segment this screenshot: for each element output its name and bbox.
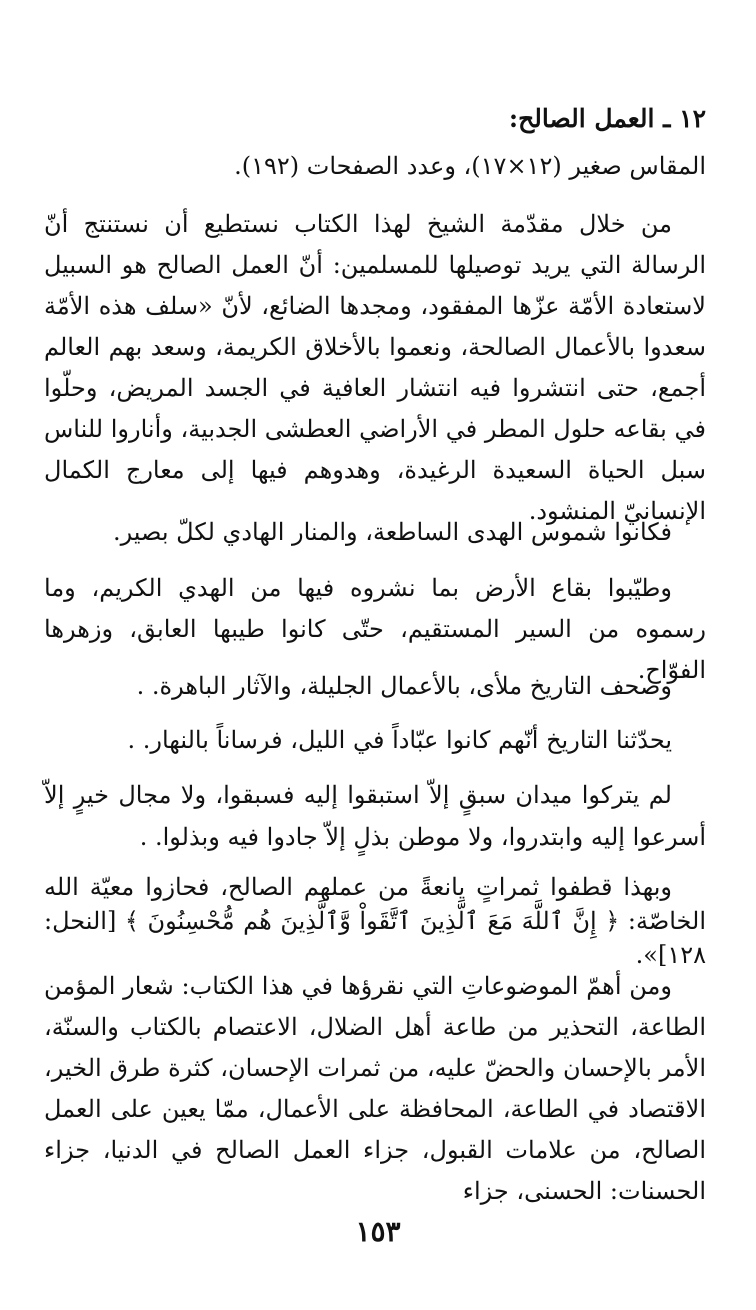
- quote-paragraph-5: لم يتركوا ميدان سبقٍ إلاّ استبقوا إليه فسبقوا، ولا مجال خيرٍ إلاّ أسرعوا إليه وابتدروا، ولا موطن بذلٍ إلاّ جادوا فيه وبذلوا. .: [44, 781, 706, 851]
- section-heading: ١٢ ـ العمل الصالح:: [508, 104, 706, 133]
- page-number: ١٥٣: [355, 1215, 401, 1248]
- quote-paragraph-4: يحدّثنا التاريخ أنّهم كانوا عبّاداً في الليل، فرساناً بالنهار. .: [127, 726, 672, 754]
- book-size-paragraph: المقاس صغير (١٢×١٧)، وعدد الصفحات (١٩٢).: [234, 152, 706, 180]
- quote-paragraph-3: وصحف التاريخ ملأى، بالأعمال الجليلة، والآثار الباهرة. .: [136, 672, 672, 700]
- intro-paragraph: من خلال مقدّمة الشيخ لهذا الكتاب نستطيع أن نستنتج أنّ الرسالة التي يريد توصيلها للمسلمين: أنّ العمل الصالح هو السبيل لاستعادة الأمّة عزّها المفقود، ومجدها الضائع، لأنّ «سلف هذه الأمّة سعدوا بالأعمال الصالحة، ونعموا بالأخلاق الكريمة، وسعد بهم العالم أجمع، حتى انتشروا فيه انتشار العافية في الجسد المريض، وحلّوا في بقاعه حلول المطر في الأراضي العطشى الجدبية، وأناروا للناس سبل الحياة السعيدة الرغيدة، وهدوهم فيها إلى معارج الكمال الإنسانيّ المنشود.: [44, 210, 706, 525]
- quote-paragraph-2: وطيّبوا بقاع الأرض بما نشروه فيها من الهدي الكريم، وما رسموه من السير المستقيم، حتّى كانوا طيبها العابق، وزهرها الفوّاح.: [44, 574, 706, 684]
- topics-paragraph: ومن أهمّ الموضوعاتِ التي نقرؤها في هذا الكتاب: شعار المؤمن الطاعة، التحذير من طاعة أهل الضلال، الاعتصام بالكتاب والسنّة، الأمر بالإحسان والحضّ عليه، من ثمرات الإحسان، كثرة طرق الخير، الاقتصاد في الطاعة، المحافظة على الأعمال، ممّا يعين على العمل الصالح، من علامات القبول، جزاء العمل الصالح في الدنيا، جزاء الحسنات: الحسنى، جزاء: [44, 972, 707, 1205]
- quote-paragraph-6: وبهذا قطفوا ثمراتٍ يانعةً من عملهم الصالح، فحازوا معيّة الله الخاصّة: ﴿ إِنَّ ٱللَّهَ مَعَ ٱلَّذِينَ ٱتَّقَواْ وَّٱلَّذِينَ هُم مُّحْسِنُونَ ﴾ [النحل: ١٢٨]».: [44, 873, 706, 969]
- quote-paragraph-1: فكانوا شموس الهدى الساطعة، والمنار الهادي لكلّ بصير.: [112, 518, 672, 546]
